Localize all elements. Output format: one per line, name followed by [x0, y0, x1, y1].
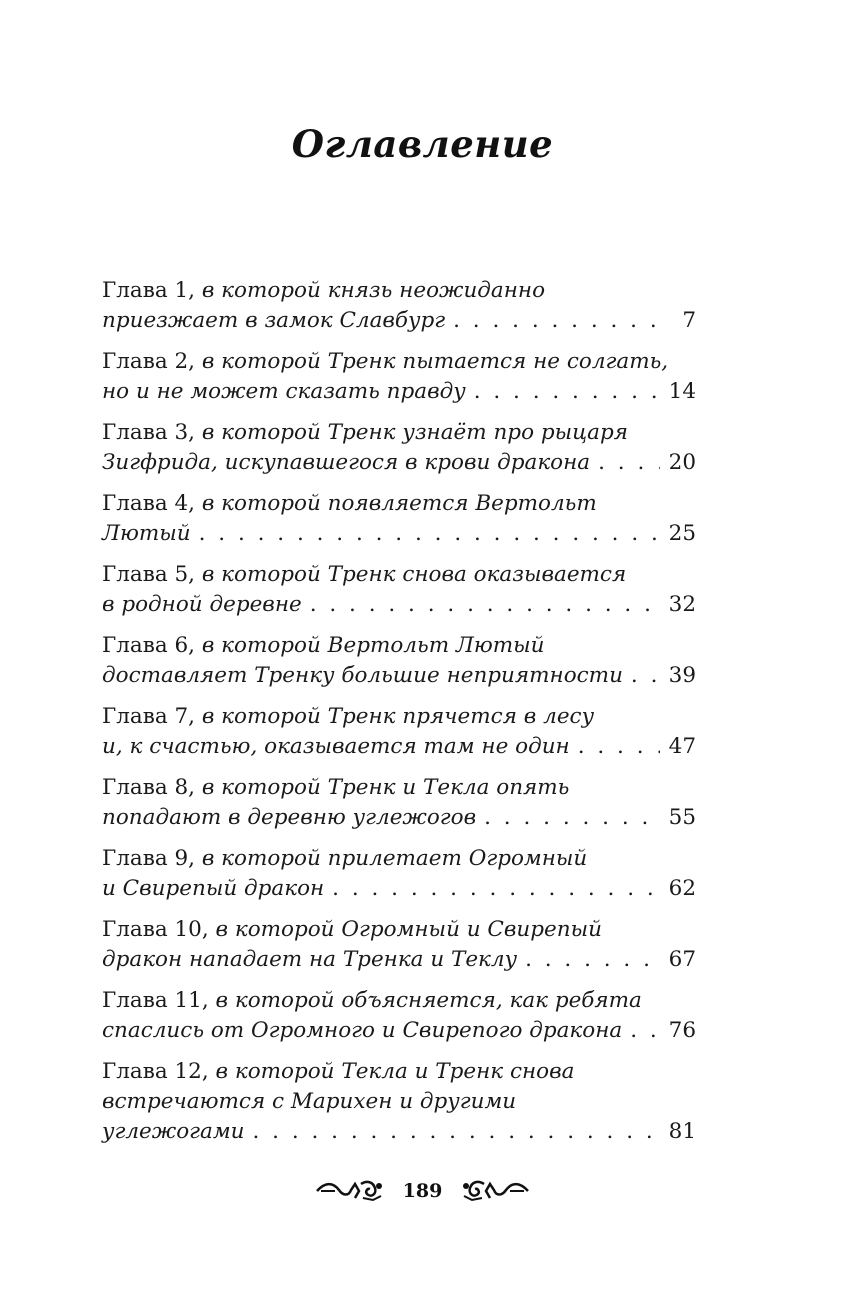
- chapter-page-number: 20: [668, 450, 696, 475]
- toc-entry-line: [102, 347, 696, 377]
- toc-entry-line: [102, 1117, 696, 1147]
- left-ornament-icon: [315, 1178, 385, 1204]
- chapter-description: в которой князь неожиданно: [201, 278, 546, 303]
- chapter-label: Глава 4,: [102, 491, 195, 516]
- chapter-description: дракон нападает на Тренка и Теклу: [102, 947, 518, 972]
- toc-entry-line: [102, 377, 696, 407]
- dot-leader: [253, 1117, 661, 1147]
- chapter-page-number: 7: [682, 308, 696, 333]
- chapter-page-number: 67: [668, 947, 696, 972]
- dot-leader: [310, 590, 660, 620]
- chapter-page-number: 55: [668, 805, 696, 830]
- chapter-label: Глава 2,: [102, 349, 195, 374]
- chapter-description: в которой Тренк и Текла опять: [201, 775, 570, 800]
- chapter-page-number: 39: [668, 663, 696, 688]
- chapter-description: Лютый: [102, 521, 191, 546]
- toc-entry: [102, 418, 696, 478]
- chapter-description: доставляет Тренку большие неприятности: [102, 663, 623, 688]
- dot-leader: [631, 661, 660, 691]
- chapter-page-number: 62: [668, 876, 696, 901]
- page-footer: [0, 1178, 845, 1204]
- toc-entry-line: [102, 276, 696, 306]
- toc-entry-line: [102, 844, 696, 874]
- chapter-description: в которой Тренк пытается не солгать,: [201, 349, 669, 374]
- table-of-contents: [102, 276, 696, 1158]
- chapter-label: Глава 6,: [102, 633, 195, 658]
- toc-entry: [102, 276, 696, 336]
- chapter-page-number: 81: [668, 1119, 696, 1144]
- chapter-page-number: 47: [668, 734, 696, 759]
- toc-entry-line: [102, 306, 696, 336]
- toc-entry-line: [102, 1016, 696, 1046]
- chapter-description: и Свирепый дракон: [102, 876, 325, 901]
- toc-entry-line: [102, 448, 696, 478]
- toc-entry: [102, 347, 696, 407]
- chapter-label: Глава 10,: [102, 917, 209, 942]
- dot-leader: [525, 945, 660, 975]
- toc-entry-line: [102, 1057, 696, 1087]
- toc-entry: [102, 986, 696, 1046]
- chapter-label: Глава 7,: [102, 704, 195, 729]
- chapter-description: в которой Тренк прячется в лесу: [201, 704, 595, 729]
- chapter-description: в которой Текла и Тренк снова: [215, 1059, 575, 1084]
- dot-leader: [484, 803, 660, 833]
- dot-leader: [453, 306, 660, 336]
- chapter-description: в которой Тренк узнаёт про рыцаря: [201, 420, 628, 445]
- chapter-description: приезжает в замок Славбург: [102, 308, 446, 333]
- chapter-page-number: 32: [668, 592, 696, 617]
- dot-leader: [578, 732, 660, 762]
- toc-entry-line: [102, 874, 696, 904]
- chapter-description: но и не может сказать правду: [102, 379, 466, 404]
- chapter-label: Глава 12,: [102, 1059, 209, 1084]
- chapter-label: Глава 5,: [102, 562, 195, 587]
- chapter-page-number: 25: [668, 521, 696, 546]
- chapter-page-number: 14: [668, 379, 696, 404]
- toc-entry-line: [102, 986, 696, 1016]
- dot-leader: [630, 1016, 660, 1046]
- toc-entry: [102, 489, 696, 549]
- dot-leader: [199, 519, 660, 549]
- chapter-description: в которой Огромный и Свирепый: [215, 917, 602, 942]
- toc-entry-line: [102, 519, 696, 549]
- chapter-description: в которой Вертольт Лютый: [201, 633, 545, 658]
- toc-entry: [102, 702, 696, 762]
- dot-leader: [474, 377, 660, 407]
- dot-leader: [332, 874, 660, 904]
- chapter-description: встречаются с Марихен и другими: [102, 1089, 517, 1114]
- toc-entry: [102, 773, 696, 833]
- chapter-description: в родной деревне: [102, 592, 302, 617]
- chapter-description: Зигфрида, искупавшегося в крови дракона: [102, 450, 591, 475]
- toc-entry: [102, 915, 696, 975]
- chapter-description: в которой Тренк снова оказывается: [201, 562, 627, 587]
- chapter-description: в которой прилетает Огромный: [201, 846, 588, 871]
- page-number: 189: [402, 1180, 443, 1202]
- chapter-description: и, к счастью, оказывается там не один: [102, 734, 570, 759]
- chapter-page-number: 76: [668, 1018, 696, 1043]
- chapter-description: в которой объясняется, как ребята: [215, 988, 642, 1013]
- toc-entry-line: [102, 915, 696, 945]
- toc-entry-line: [102, 418, 696, 448]
- chapter-label: Глава 9,: [102, 846, 195, 871]
- toc-entry-line: [102, 631, 696, 661]
- toc-entry-line: [102, 1087, 696, 1117]
- chapter-description: в которой появляется Вертольт: [201, 491, 597, 516]
- toc-entry-line: [102, 945, 696, 975]
- dot-leader: [598, 448, 660, 478]
- toc-entry-line: [102, 489, 696, 519]
- toc-entry: [102, 560, 696, 620]
- chapter-label: Глава 8,: [102, 775, 195, 800]
- toc-entry-line: [102, 661, 696, 691]
- toc-entry-line: [102, 803, 696, 833]
- chapter-label: Глава 11,: [102, 988, 209, 1013]
- toc-entry: [102, 1057, 696, 1147]
- toc-entry-line: [102, 732, 696, 762]
- toc-entry-line: [102, 590, 696, 620]
- chapter-label: Глава 1,: [102, 278, 195, 303]
- chapter-description: спаслись от Огромного и Свирепого дракона: [102, 1018, 623, 1043]
- toc-entry: [102, 631, 696, 691]
- toc-entry-line: [102, 773, 696, 803]
- toc-entry-line: [102, 702, 696, 732]
- chapter-description: попадают в деревню углежогов: [102, 805, 477, 830]
- chapter-label: Глава 3,: [102, 420, 195, 445]
- page-title: Оглавление: [291, 122, 554, 166]
- right-ornament-icon: [460, 1178, 530, 1204]
- toc-entry-line: [102, 560, 696, 590]
- chapter-description: углежогами: [102, 1119, 245, 1144]
- toc-entry: [102, 844, 696, 904]
